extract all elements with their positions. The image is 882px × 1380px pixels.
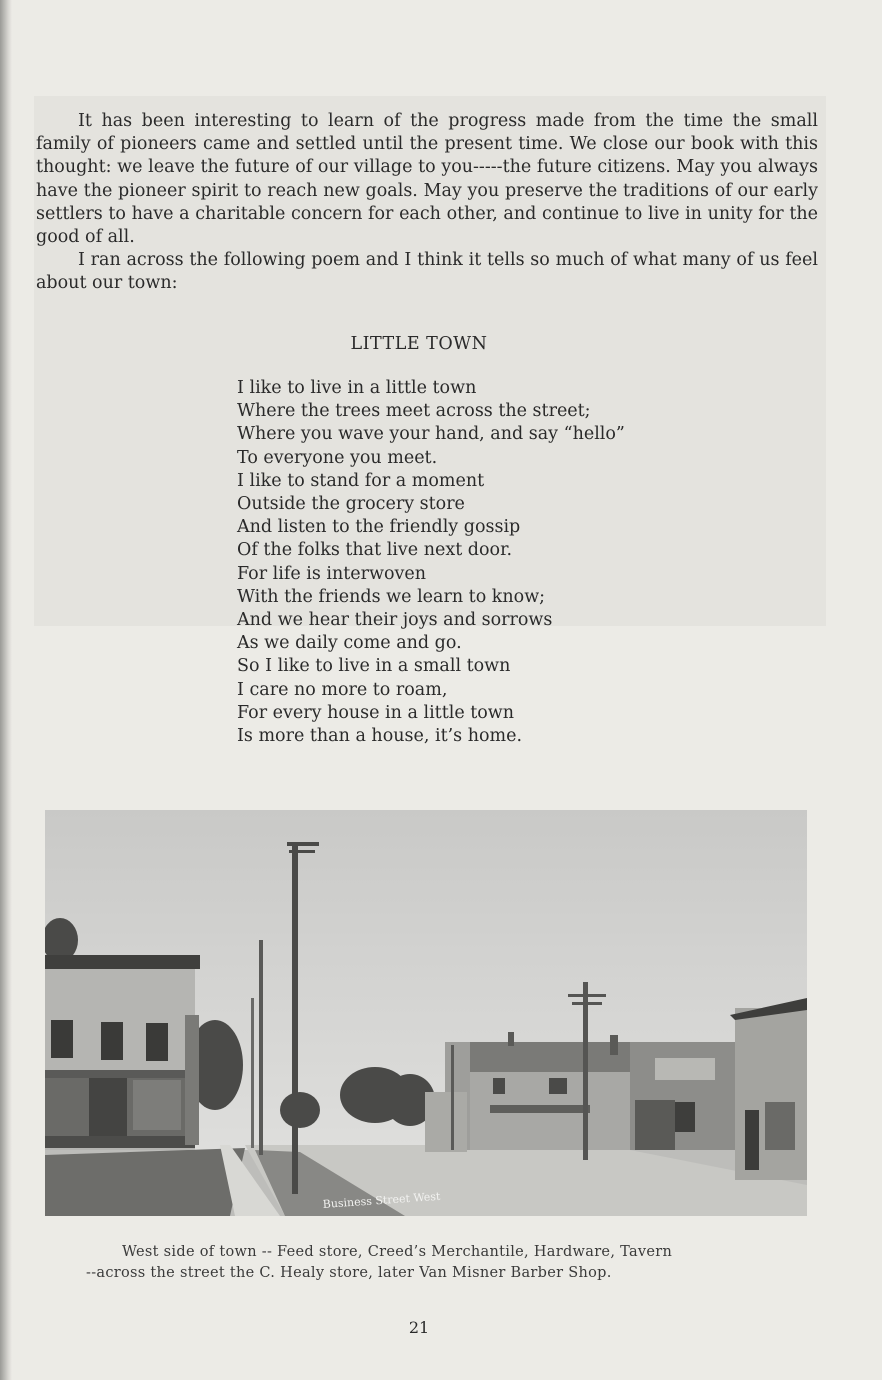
caption-line: --across the street the C. Healy store, later Van Misner Barber Shop.: [86, 1265, 612, 1281]
page-binding-edge: [0, 0, 12, 1380]
caption-line: West side of town -- Feed store, Creed’s Merchantile, Hardware, Tavern: [122, 1244, 673, 1260]
street-photograph: [45, 810, 807, 1216]
poem-line: For life is interwoven: [237, 563, 427, 584]
poem-line: As we daily come and go.: [237, 633, 462, 654]
poem: [237, 377, 625, 748]
street-scene-illustration: [45, 810, 807, 1216]
poem-line: And we hear their joys and sorrows: [237, 610, 553, 631]
poem-line: Where the trees meet across the street;: [237, 401, 591, 422]
poem-line: Outside the grocery store: [237, 494, 465, 515]
poem-line: For every house in a little town: [237, 702, 515, 723]
poem-line: So I like to live in a small town: [237, 656, 511, 677]
poem-line: I like to live in a little town: [237, 378, 477, 398]
poem-line: And listen to the friendly gossip: [237, 517, 521, 538]
poem-line: Of the folks that live next door.: [237, 540, 513, 561]
intro-paragraph: I ran across the following poem and I think it tells so much of what many of us feel about our town:: [36, 250, 818, 294]
poem-line: I care no more to roam,: [237, 679, 448, 700]
photo-caption: [86, 1242, 786, 1284]
poem-line: Is more than a house, it’s home.: [237, 726, 523, 747]
photo-inscription: Business Street West: [322, 1189, 441, 1211]
poem-title: LITTLE TOWN: [350, 334, 488, 354]
intro-paragraph: It has been interesting to learn of the progress made from the time the small family of pioneers came and settled until the present time. We close our book with this thought: we leave the future of our village to you-----the future citizens. May you always have the pioneer spirit to reach new goals. May you preserve the traditions of our early settlers to have a charitable concern for each other, and continue to live in unity for the good of all.: [36, 111, 818, 248]
poem-line: To everyone you meet.: [237, 447, 438, 468]
page-number: 21: [408, 1318, 430, 1337]
poem-line: I like to stand for a moment: [237, 470, 485, 491]
poem-line: Where you wave your hand, and say “hello”: [237, 424, 625, 445]
poem-line: With the friends we learn to know;: [237, 586, 546, 607]
intro-text: [36, 110, 818, 296]
